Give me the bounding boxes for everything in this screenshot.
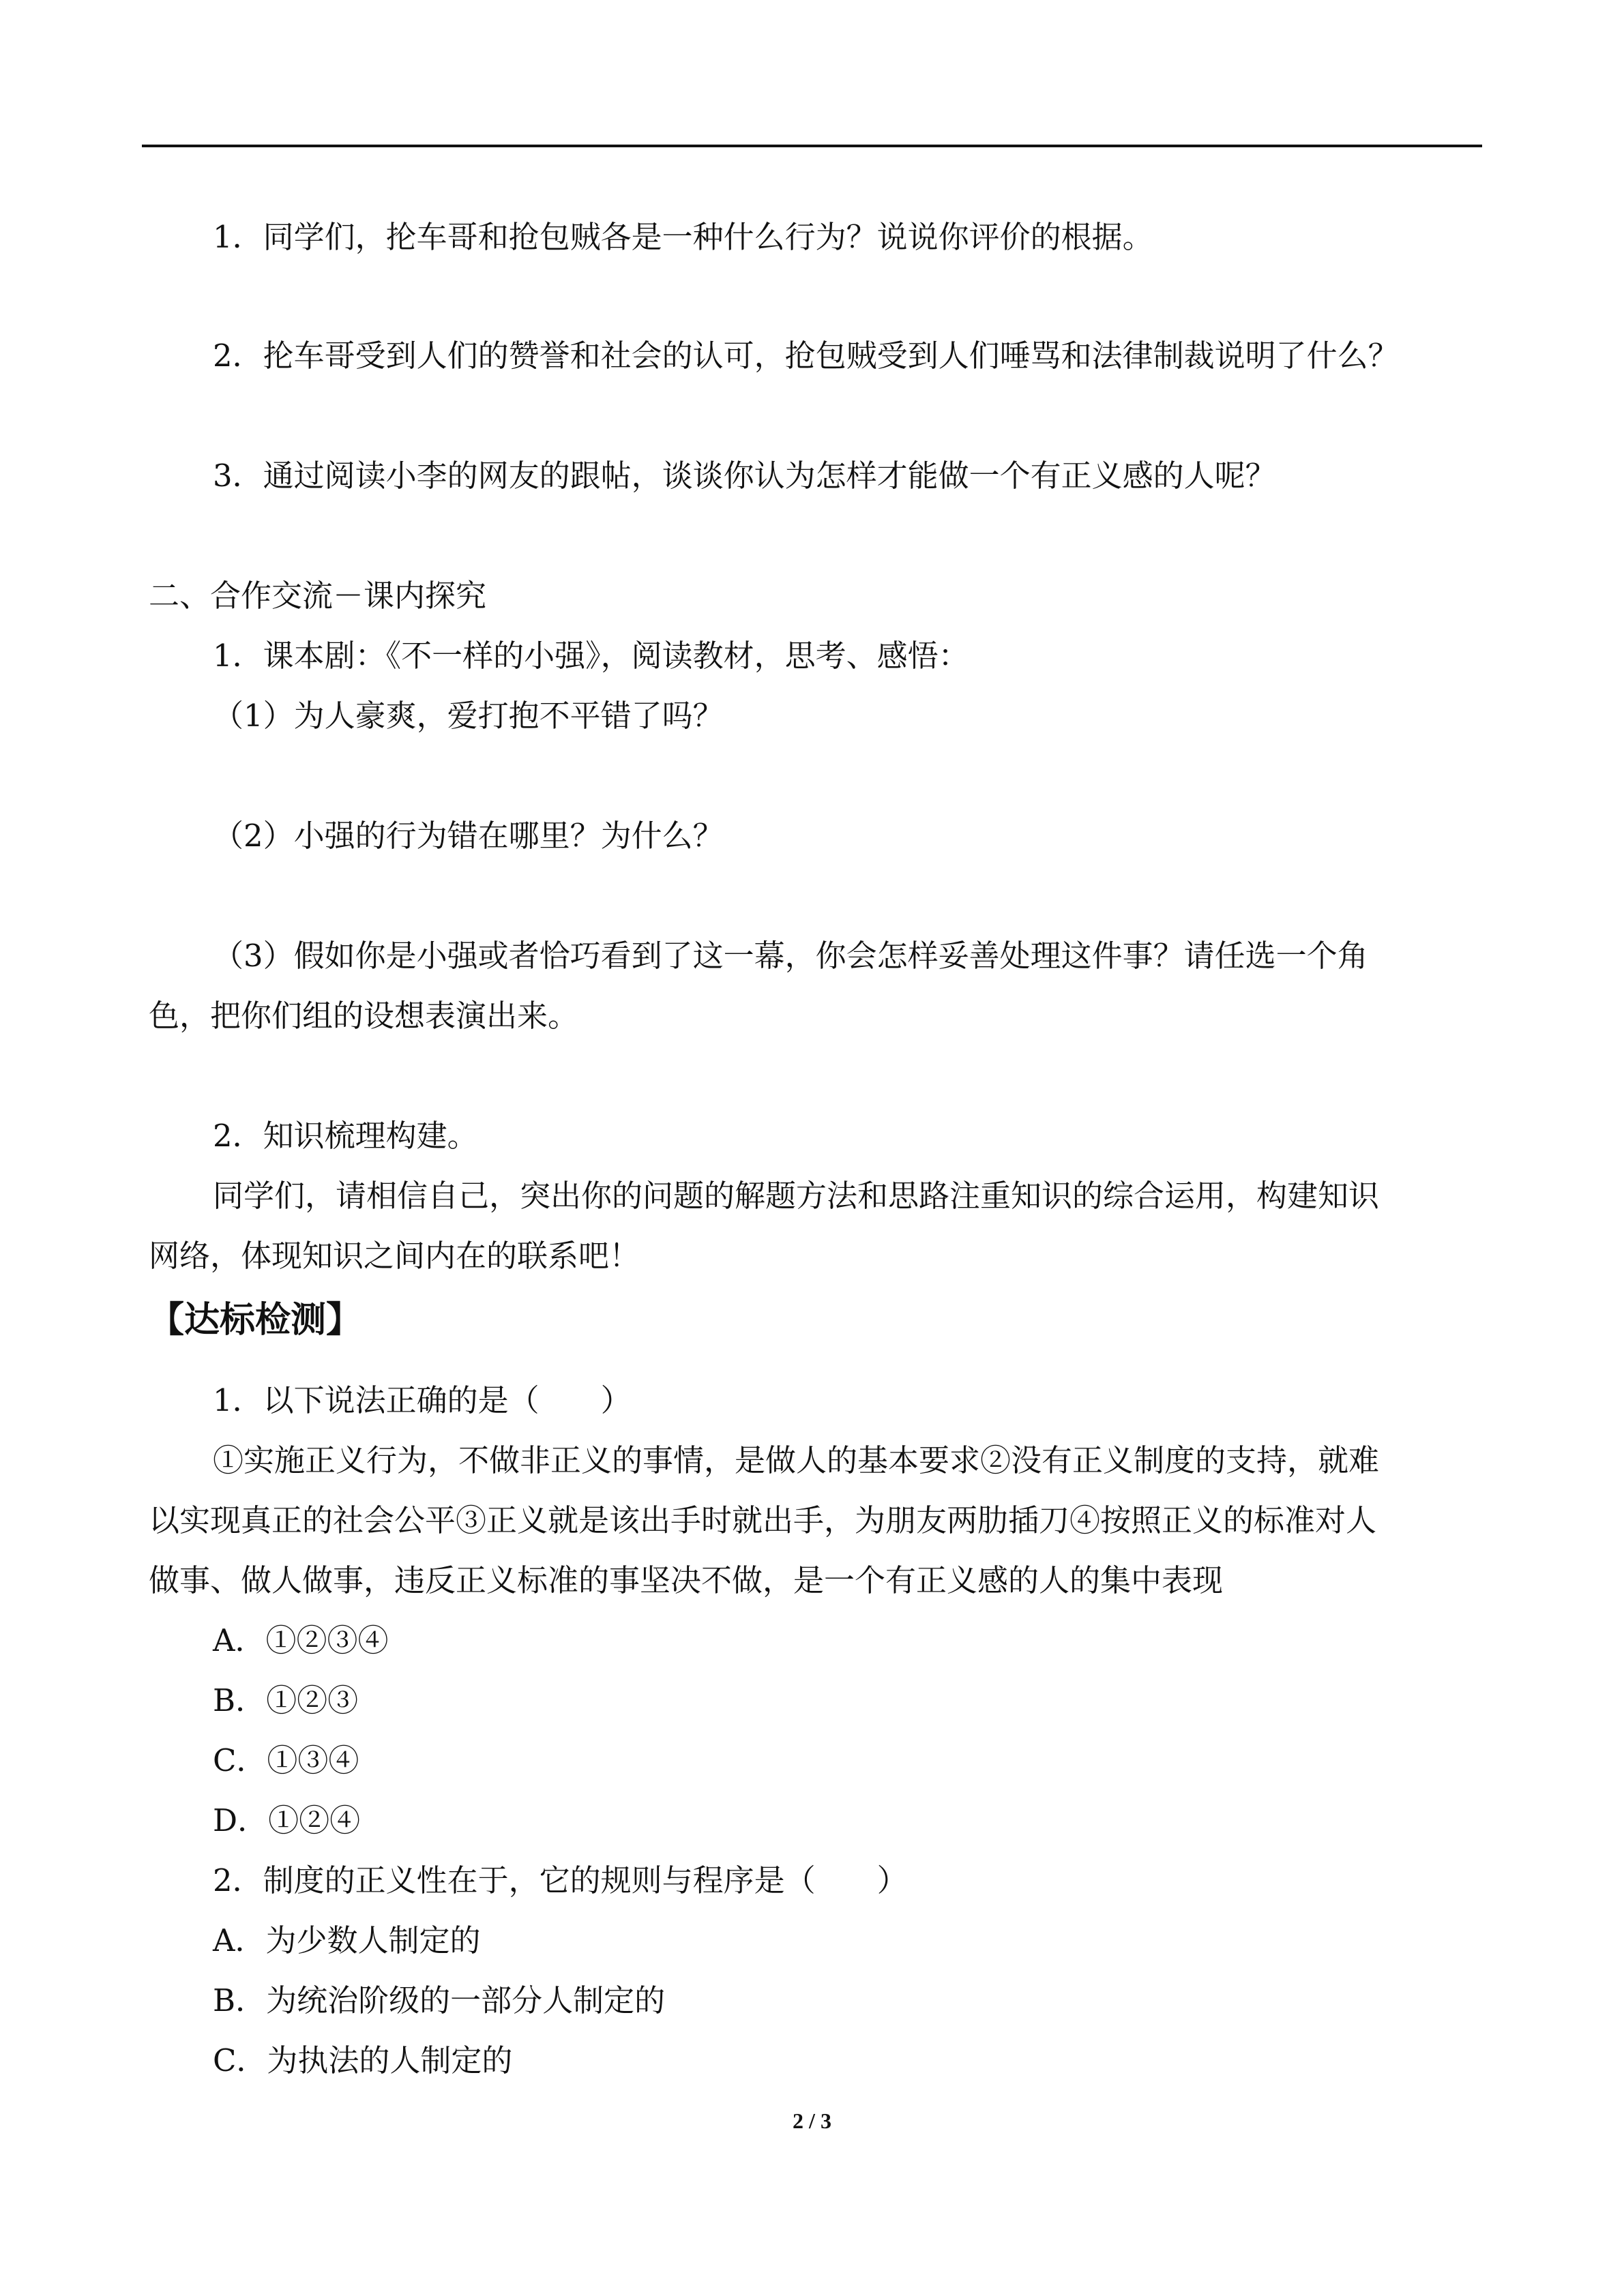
test-q1-stem: 1．以下说法正确的是（ ）: [213, 1382, 632, 1418]
test-q1-text-line-2: 以实现真正的社会公平③正义就是该出手时就出手，为朋友两肋插刀④按照正义的标准对人: [149, 1502, 1377, 1538]
test-q2-stem: 2．制度的正义性在于，它的规则与程序是（ ）: [213, 1862, 908, 1898]
section-2-sub-3-line-2: 色，把你们组的设想表演出来。: [149, 998, 579, 1034]
question-2: 2．抡车哥受到人们的赞誉和社会的认可，抢包贼受到人们唾骂和法律制裁说明了什么？: [213, 338, 1399, 374]
test-q1-text-line-1: ①实施正义行为，不做非正义的事情，是做人的基本要求②没有正义制度的支持，就难: [213, 1442, 1380, 1478]
test-q1-option-a: A．①②③④: [213, 1622, 389, 1658]
test-q2-option-a: A．为少数人制定的: [213, 1922, 481, 1958]
section-2-item-1: 1．课本剧：《不一样的小强》，阅读教材，思考、感悟：: [213, 638, 969, 674]
section-2-sub-3-line-1: （3）假如你是小强或者恰巧看到了这一幕，你会怎样妥善处理这件事？请任选一个角: [213, 938, 1368, 974]
question-3: 3．通过阅读小李的网友的跟帖，谈谈你认为怎样才能做一个有正义感的人呢？: [213, 458, 1276, 494]
test-q2-option-c: C．为执法的人制定的: [213, 2042, 513, 2078]
test-q1-option-c: C．①③④: [213, 1742, 359, 1778]
section-2-paragraph-line-1: 同学们，请相信自己，突出你的问题的解题方法和思路注重知识的综合运用，构建知识: [213, 1178, 1380, 1214]
page-number: 2 / 3: [793, 2108, 831, 2133]
section-2-sub-2: （2）小强的行为错在哪里？为什么？: [213, 818, 724, 854]
section-2-title: 二、合作交流－课内探究: [149, 578, 487, 614]
test-q2-option-b: B．为统治阶级的一部分人制定的: [213, 1982, 666, 2018]
section-2-sub-1: （1）为人豪爽，爱打抱不平错了吗？: [213, 698, 724, 734]
header-rule: [142, 145, 1482, 147]
question-1: 1．同学们，抡车哥和抢包贼各是一种什么行为？说说你评价的根据。: [213, 219, 1153, 255]
section-2-paragraph-line-2: 网络，体现知识之间内在的联系吧！: [149, 1238, 640, 1274]
test-q1-text-line-3: 做事、做人做事，违反正义标准的事坚决不做，是一个有正义感的人的集中表现: [149, 1562, 1224, 1598]
test-q1-option-b: B．①②③: [213, 1682, 359, 1718]
test-heading: 【达标检测】: [149, 1299, 362, 1341]
section-2-item-2: 2．知识梳理构建。: [213, 1118, 478, 1154]
test-q1-option-d: D．①②④: [213, 1802, 361, 1838]
